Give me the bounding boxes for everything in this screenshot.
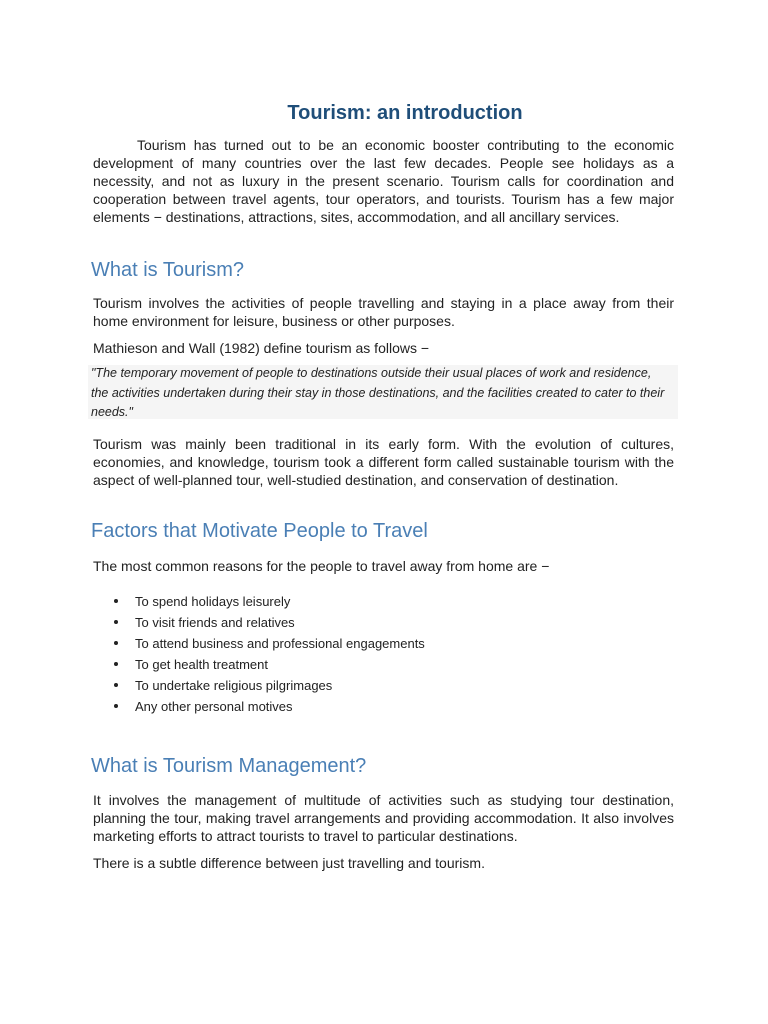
list-item — [110, 654, 425, 675]
bullet-icon — [114, 641, 118, 645]
document-title: Tourism: an introduction — [287, 102, 523, 124]
section-heading-tourism-management: What is Tourism Management? — [91, 755, 367, 777]
evolution-paragraph: Tourism was mainly been traditional in its early form. With the evolution of cultures, economies, and knowledge, tourism took a different form called sustainable tourism with the aspect of well-planned tour, well-studied destination, and conservation of destination. — [93, 436, 674, 488]
section-heading-factors: Factors that Motivate People to Travel — [91, 520, 428, 542]
list-item-text: To spend holidays leisurely — [135, 594, 291, 609]
list-item — [110, 675, 425, 696]
section-heading-what-is-tourism: What is Tourism? — [91, 259, 245, 281]
list-item-text: Any other personal motives — [135, 699, 293, 714]
reasons-list — [110, 591, 425, 717]
list-item — [110, 612, 425, 633]
list-item-text: To visit friends and relatives — [135, 615, 295, 630]
bullet-icon — [114, 620, 118, 624]
list-item — [110, 696, 425, 717]
list-item-text: To undertake religious pilgrimages — [135, 678, 333, 693]
management-paragraph: It involves the management of multitude of activities such as studying tour destination, planning the tour, making travel arrangements and providing accommodation. It also involves marketing efforts to attract tourists to travel to particular destinations. — [93, 792, 674, 844]
list-item-text: To attend business and professional engagements — [135, 636, 425, 651]
definition-paragraph: Tourism involves the activities of people travelling and staying in a place away from their home environment for leisure, business or other purposes. — [93, 295, 674, 329]
list-item — [110, 591, 425, 612]
list-item-text: To get health treatment — [135, 657, 268, 672]
difference-paragraph: There is a subtle difference between just travelling and tourism. — [93, 855, 485, 871]
bullet-icon — [114, 662, 118, 666]
citation-intro: Mathieson and Wall (1982) define tourism as follows − — [93, 340, 430, 356]
bullet-icon — [114, 704, 118, 708]
bullet-icon — [114, 683, 118, 687]
list-item — [110, 633, 425, 654]
intro-paragraph: Tourism has turned out to be an economic booster contributing to the economic development of many countries over the last few decades. People see holidays as a necessity, and not as luxury in the present scenario. Tourism calls for coordination and cooperation between travel agents, tour operators, and tourists. Tourism has a few major elements − destinations, attractions, sites, accommodation, and all ancillary services. — [93, 137, 674, 225]
reasons-intro: The most common reasons for the people to travel away from home are − — [93, 558, 550, 574]
quote-text: "The temporary movement of people to destinations outside their usual places of work and residence, the activities undertaken during their stay in those destinations, and the facilities created to cater to their needs." — [91, 366, 665, 419]
bullet-icon — [114, 599, 118, 603]
